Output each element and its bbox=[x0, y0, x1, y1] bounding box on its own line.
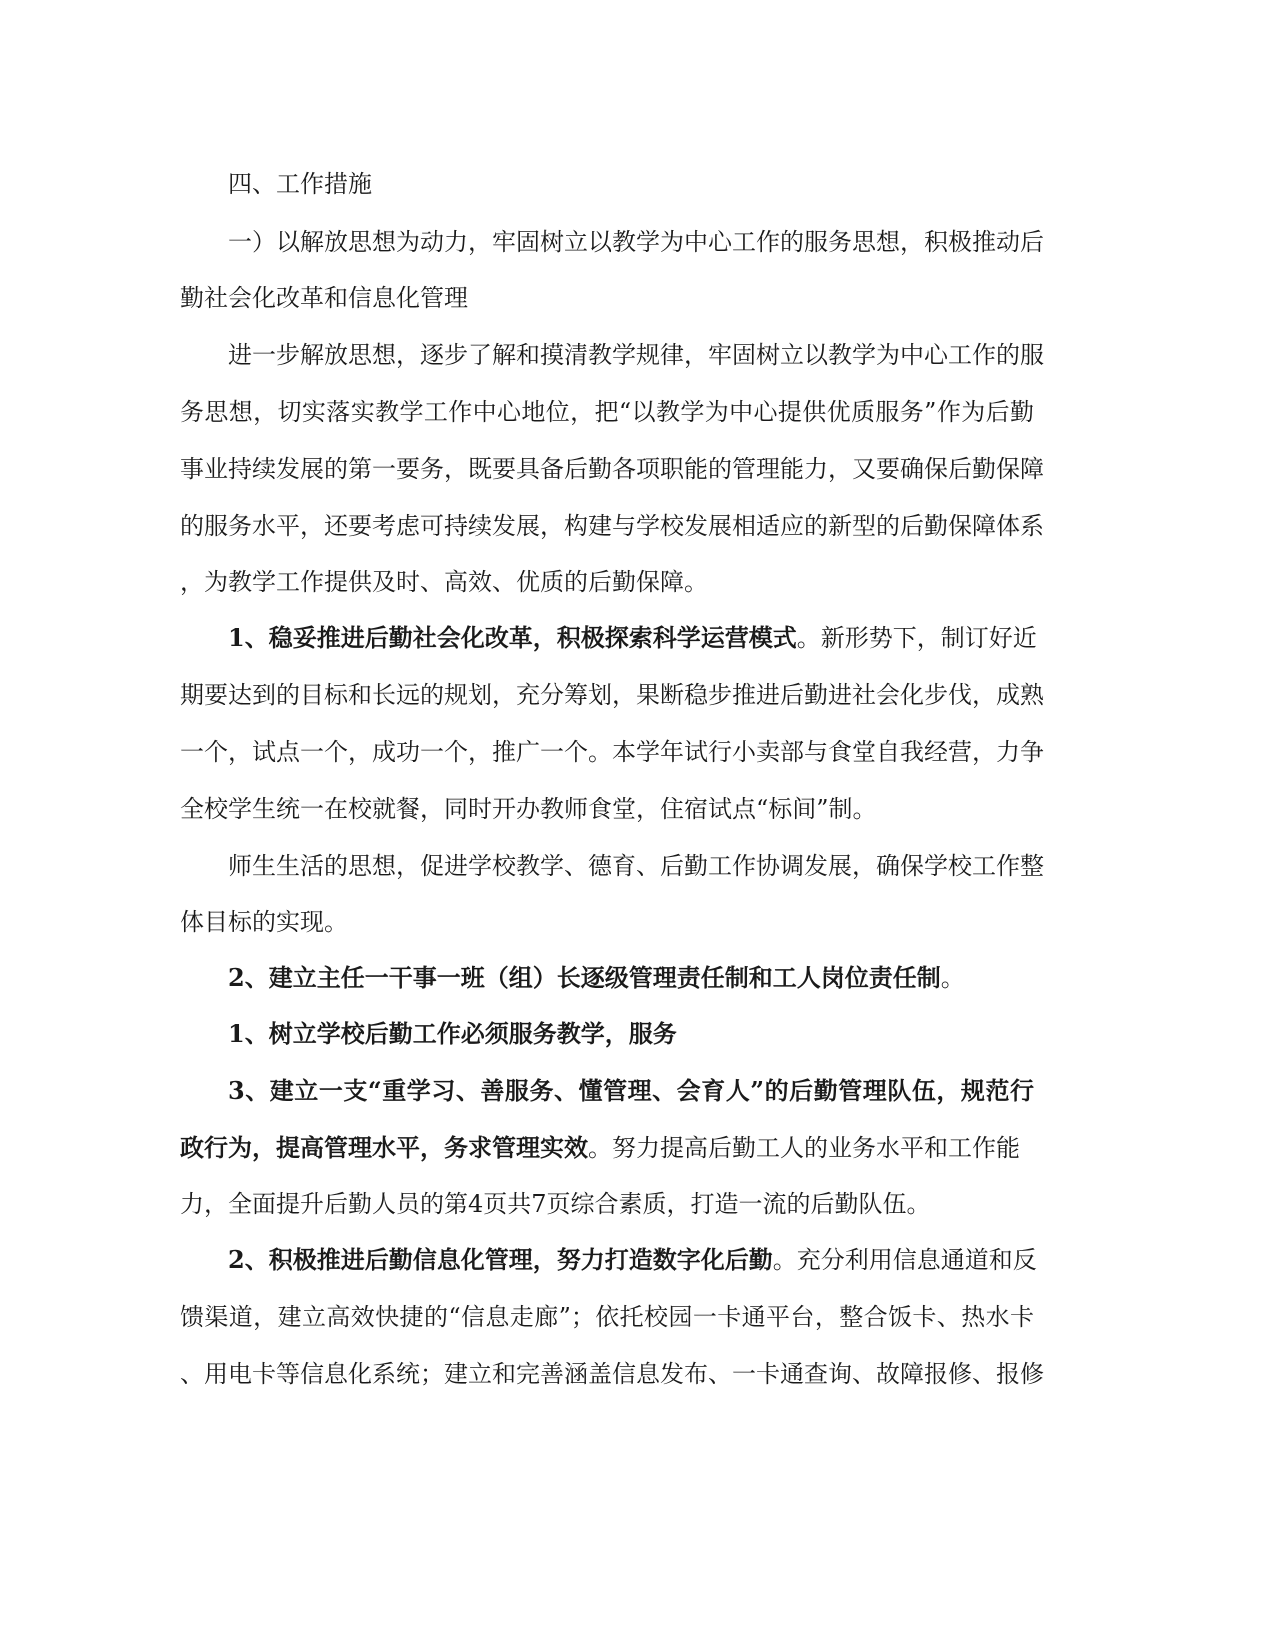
paragraph-text: 一个，试点一个，成功一个，推广一个。本学年试行小卖部与食堂自我经营，力争 bbox=[180, 738, 1044, 766]
paragraph-line bbox=[180, 675, 1044, 715]
bold-heading-text: 2、建立主任一干事一班（组）长逐级管理责任制和工人岗位责任制 bbox=[228, 963, 941, 992]
paragraph-text: 的服务水平，还要考虑可持续发展，构建与学校发展相适应的新型的后勤保障体系 bbox=[180, 512, 1044, 540]
paragraph-text: 期要达到的目标和长远的规划，充分筹划，果断稳步推进后勤进社会化步伐，成熟 bbox=[180, 681, 1044, 709]
paragraph-text: 。努力提高后勤工人的业务水平和工作能 bbox=[588, 1134, 1020, 1162]
paragraph-line bbox=[180, 1297, 1034, 1337]
paragraph-text: 力，全面提升后勤人员的第4页共7页综合素质，打造一流的后勤队伍。 bbox=[180, 1190, 931, 1218]
section-heading-text: 四、工作措施 bbox=[228, 170, 372, 198]
paragraph-line bbox=[228, 1240, 1037, 1280]
bold-heading-text: 3、建立一支“重学习、善服务、懂管理、会育人”的后勤管理队伍，规范行 bbox=[228, 1076, 1034, 1105]
paragraph-line bbox=[180, 1354, 1044, 1394]
paragraph-text: 进一步解放思想，逐步了解和摸清教学规律，牢固树立以教学为中心工作的服 bbox=[228, 341, 1044, 369]
paragraph-text: 务思想，切实落实教学工作中心地位，把“以教学为中心提供优质服务”作为后勤 bbox=[180, 398, 1034, 426]
paragraph-text: 馈渠道，建立高效快捷的“信息走廊”；依托校园一卡通平台，整合饭卡、热水卡 bbox=[180, 1303, 1034, 1331]
paragraph-line bbox=[180, 902, 380, 942]
bold-heading-text: 1、树立学校后勤工作必须服务教学，服务 bbox=[228, 1019, 677, 1048]
paragraph-text: 、用电卡等信息化系统；建立和完善涵盖信息发布、一卡通查询、故障报修、报修 bbox=[180, 1360, 1044, 1388]
paragraph-line bbox=[180, 506, 1044, 546]
paragraph-line bbox=[228, 1014, 1034, 1054]
paragraph-line bbox=[228, 222, 1044, 262]
bold-heading-text: 1、稳妥推进后勤社会化改革，积极探索科学运营模式 bbox=[228, 623, 797, 652]
paragraph-line bbox=[228, 958, 1034, 998]
paragraph-line bbox=[180, 278, 580, 318]
paragraph-line bbox=[180, 732, 1044, 772]
paragraph-line bbox=[180, 449, 1044, 489]
paragraph-line bbox=[180, 1184, 940, 1224]
paragraph-line bbox=[228, 1071, 1034, 1111]
paragraph-text: 。充分利用信息通道和反 bbox=[772, 1246, 1037, 1274]
paragraph-line bbox=[180, 789, 900, 829]
bold-heading-text: 2、积极推进后勤信息化管理，努力打造数字化后勤 bbox=[228, 1245, 773, 1274]
paragraph-line bbox=[180, 392, 1034, 432]
section-heading bbox=[228, 164, 428, 204]
paragraph-text: 全校学生统一在校就餐，同时开办教师食堂，住宿试点“标间”制。 bbox=[180, 795, 877, 823]
paragraph-text: 体目标的实现。 bbox=[180, 908, 348, 936]
paragraph-text: 。新形势下，制订好近 bbox=[796, 624, 1037, 652]
paragraph-text: 一）以解放思想为动力，牢固树立以教学为中心工作的服务思想，积极推动后 bbox=[228, 228, 1044, 256]
paragraph-line bbox=[228, 846, 1044, 886]
bold-heading-text: 政行为，提高管理水平，务求管理实效 bbox=[180, 1133, 588, 1162]
paragraph-text: 事业持续发展的第一要务，既要具备后勤各项职能的管理能力，又要确保后勤保障 bbox=[180, 455, 1044, 483]
paragraph-text: ，为教学工作提供及时、高效、优质的后勤保障。 bbox=[180, 568, 708, 596]
paragraph-line bbox=[228, 335, 1044, 375]
paragraph-line bbox=[180, 1128, 1034, 1168]
paragraph-text: 勤社会化改革和信息化管理 bbox=[180, 284, 468, 312]
paragraph-text: 。 bbox=[940, 964, 965, 992]
paragraph-text: 师生生活的思想，促进学校教学、德育、后勤工作协调发展，确保学校工作整 bbox=[228, 852, 1044, 880]
paragraph-line bbox=[180, 562, 720, 602]
paragraph-line bbox=[228, 618, 1037, 658]
